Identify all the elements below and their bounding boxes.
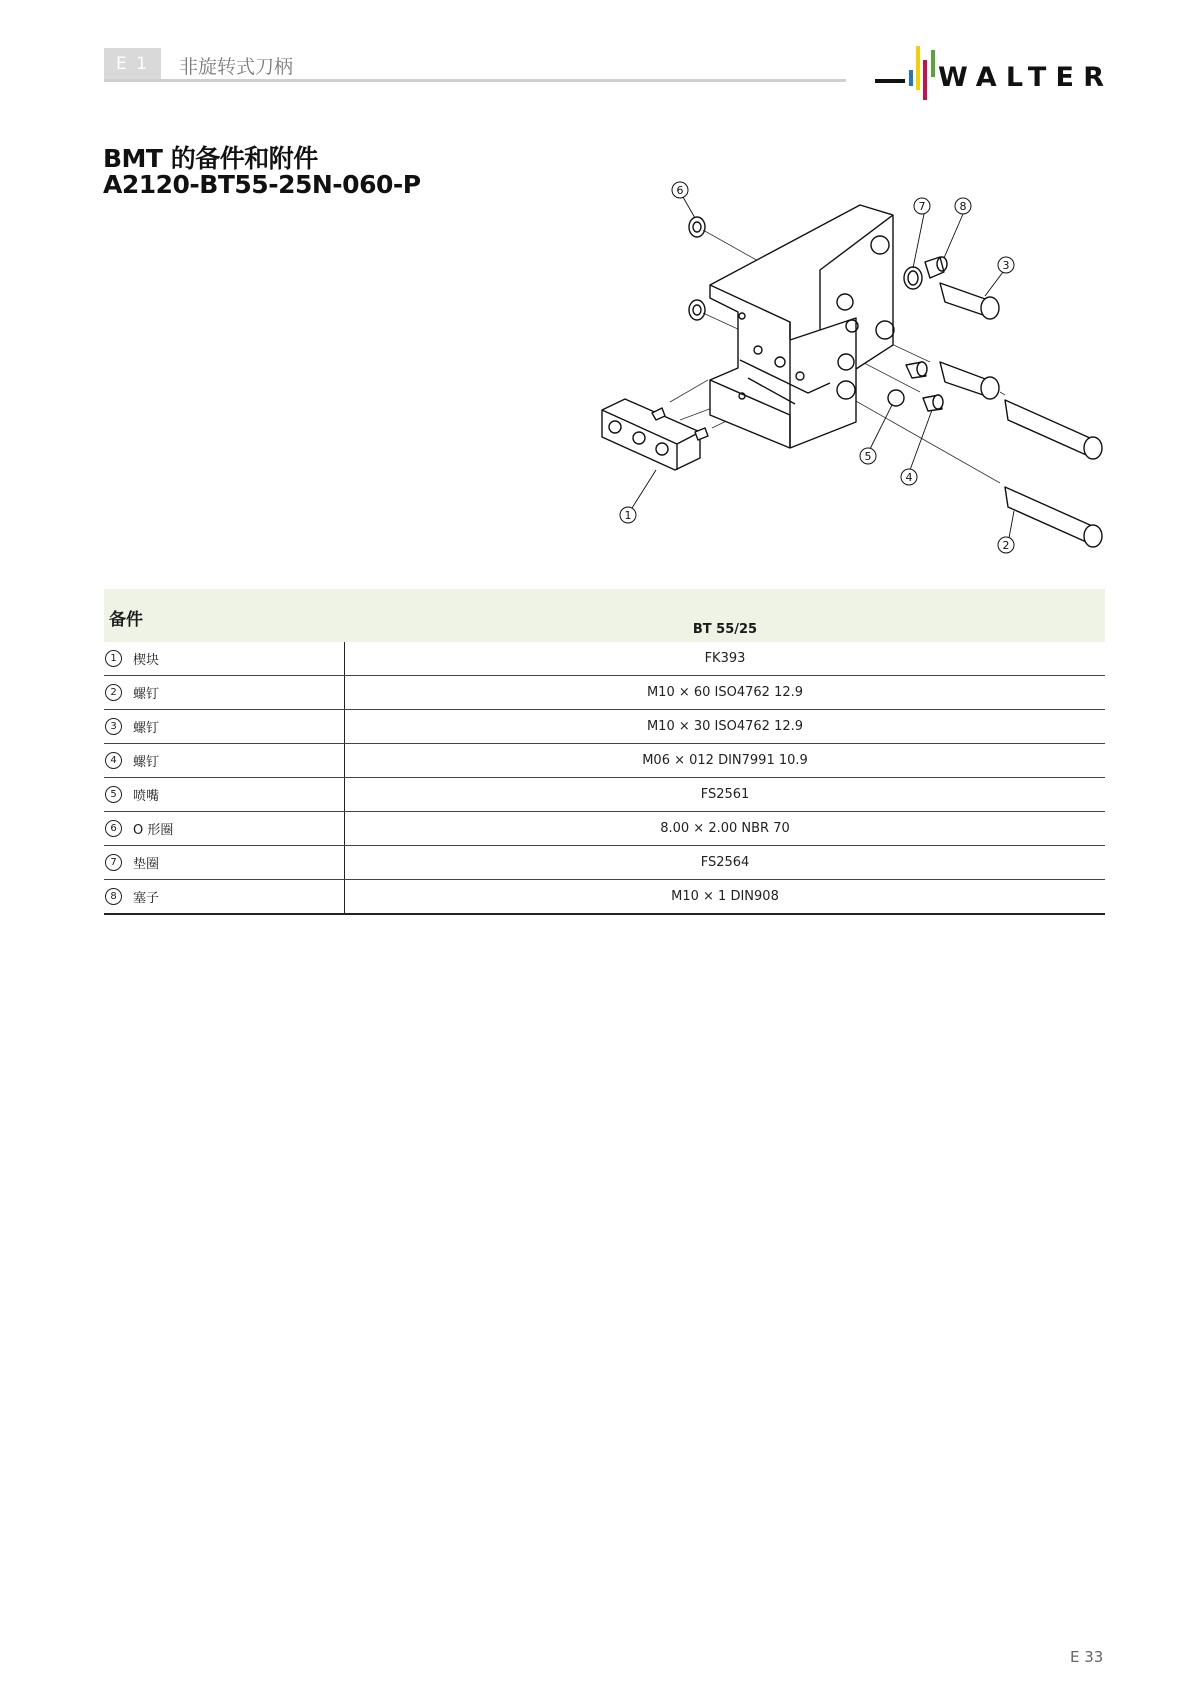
table-header	[104, 589, 1105, 642]
callout-8	[955, 198, 971, 214]
part-name-cell	[104, 812, 345, 845]
table-row	[104, 642, 1105, 676]
part-name: 螺钉	[133, 687, 160, 702]
part-spec-cell: FS2564	[700, 855, 750, 870]
callout-1	[620, 507, 636, 523]
part-name: 喷嘴	[133, 789, 160, 804]
svg-text:4: 4	[905, 471, 913, 484]
part-spec-cell: M10 × 1 DIN908	[671, 889, 779, 904]
item-number-badge: 1	[105, 650, 122, 667]
page-title: BMT 的备件和附件	[103, 144, 318, 173]
table-row	[104, 880, 1105, 915]
part-name-cell	[104, 778, 345, 811]
column-header: BT 55/25	[692, 622, 758, 637]
header-divider	[104, 79, 846, 82]
part-name-cell	[104, 676, 345, 709]
part-name-cell	[104, 846, 345, 879]
part-name: 塞子	[133, 891, 160, 906]
part-name: 螺钉	[133, 721, 160, 736]
callout-4	[901, 469, 917, 485]
part-name-cell	[104, 710, 345, 743]
table-header-label: 备件	[109, 610, 143, 630]
part-spec-cell: 8.00 × 2.00 NBR 70	[660, 821, 790, 836]
walter-logo	[875, 44, 1107, 104]
callout-2	[998, 537, 1014, 553]
part-name: 楔块	[133, 653, 160, 668]
table-row	[104, 676, 1105, 710]
item-number-badge: 8	[105, 888, 122, 905]
table-row	[104, 710, 1105, 744]
part-spec-cell: M10 × 60 ISO4762 12.9	[646, 685, 804, 700]
part-spec-cell: M10 × 30 ISO4762 12.9	[646, 719, 804, 734]
item-number-badge: 5	[105, 786, 122, 803]
part-name: O 形圈	[133, 823, 174, 838]
table-row	[104, 812, 1105, 846]
exploded-assembly-diagram	[600, 170, 1110, 570]
part-number-title: A2120-BT55-25N-060-P	[103, 170, 421, 199]
svg-text:5: 5	[864, 450, 872, 463]
callout-7	[914, 198, 930, 214]
part-name: 螺钉	[133, 755, 160, 770]
part-name-cell	[104, 642, 345, 675]
svg-text:8: 8	[959, 200, 967, 213]
part-spec-cell: M06 × 012 DIN7991 10.9	[642, 753, 808, 768]
spare-parts-table	[104, 589, 1105, 915]
part-name: 垫圈	[133, 857, 160, 872]
part-spec-cell: FS2561	[700, 787, 750, 802]
callout-5	[860, 448, 876, 464]
svg-text:2: 2	[1002, 539, 1010, 552]
item-number-badge: 2	[105, 684, 122, 701]
part-spec-cell: FK393	[704, 651, 746, 666]
item-number-badge: 6	[105, 820, 122, 837]
item-number-badge: 3	[105, 718, 122, 735]
part-name-cell	[104, 744, 345, 777]
logo-brand-text: WALTER	[938, 62, 1105, 93]
callout-6	[672, 182, 688, 198]
svg-text:1: 1	[624, 509, 632, 522]
section-title: 非旋转式刀柄	[179, 56, 294, 78]
svg-text:6: 6	[676, 184, 684, 197]
page-number: E 33	[1070, 1648, 1104, 1666]
table-row	[104, 744, 1105, 778]
item-number-badge: 4	[105, 752, 122, 769]
table-row	[104, 778, 1105, 812]
svg-text:7: 7	[918, 200, 926, 213]
svg-text:3: 3	[1002, 259, 1010, 272]
item-number-badge: 7	[105, 854, 122, 871]
callout-3	[998, 257, 1014, 273]
section-code-badge: E 1	[104, 48, 161, 81]
part-name-cell	[104, 880, 345, 913]
table-row	[104, 846, 1105, 880]
